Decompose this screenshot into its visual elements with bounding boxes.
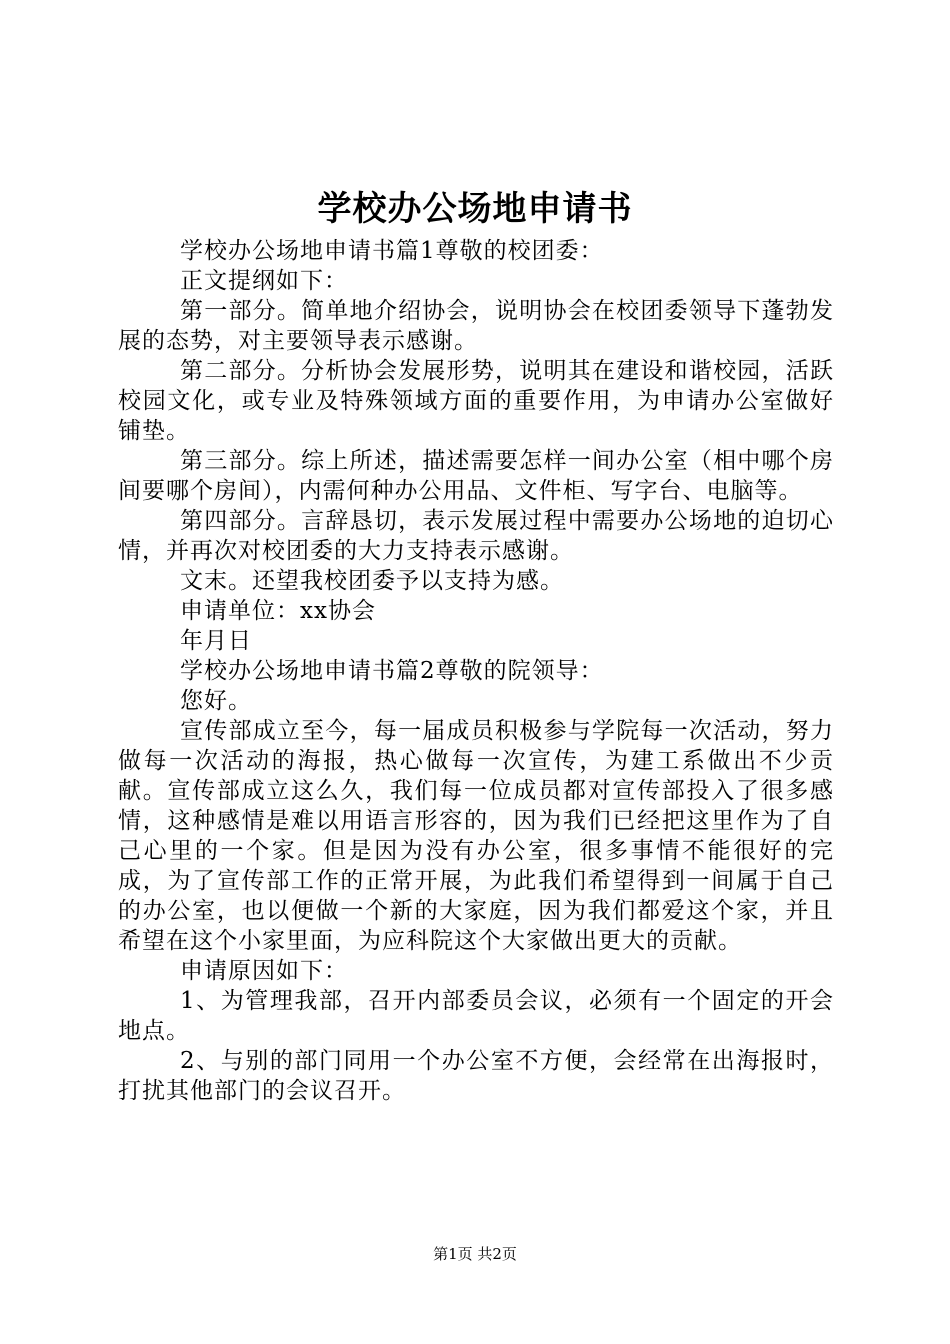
paragraph-8: 申请单位：xx协会	[180, 598, 376, 624]
paragraph-14: 1、为管理我部，召开内部委员会议，必须有一个固定的开会地点。	[118, 988, 834, 1044]
paragraph-1: 学校办公场地申请书篇1尊敬的校团委：	[180, 238, 604, 264]
document-body	[118, 236, 834, 1106]
paragraph-6: 第四部分。言辞恳切，表示发展过程中需要办公场地的迫切心情，并再次对校团委的大力支持表示感谢。	[118, 508, 834, 564]
paragraph-13: 申请原因如下：	[180, 958, 348, 984]
page-footer: 第1页 共2页	[433, 1245, 517, 1263]
document-title: 学校办公场地申请书	[317, 189, 633, 229]
paragraph-4: 第二部分。分析协会发展形势，说明其在建设和谐校园，活跃校园文化，或专业及特殊领域方面的重要作用，为申请办公室做好铺垫。	[118, 358, 834, 444]
paragraph-15: 2、与别的部门同用一个办公室不方便，会经常在出海报时，打扰其他部门的会议召开。	[118, 1048, 834, 1104]
paragraph-3: 第一部分。简单地介绍协会，说明协会在校团委领导下蓬勃发展的态势，对主要领导表示感谢。	[118, 298, 834, 354]
paragraph-2: 正文提纲如下：	[180, 268, 348, 294]
paragraph-7: 文末。还望我校团委予以支持为感。	[180, 568, 564, 594]
paragraph-5: 第三部分。综上所述，描述需要怎样一间办公室（相中哪个房间要哪个房间），内需何种办公用品、文件柜、写字台、电脑等。	[118, 448, 834, 504]
paragraph-11: 您好。	[180, 688, 252, 714]
paragraph-12: 宣传部成立至今，每一届成员积极参与学院每一次活动，努力做每一次活动的海报，热心做每一次宣传，为建工系做出不少贡献。宣传部成立这么久，我们每一位成员都对宣传部投入了很多感情，这种感情是难以用语言形容的，因为我们已经把这里作为了自己心里的一个家。但是因为没有办公室，很多事情不能很好的完成，为了宣传部工作的正常开展，为此我们希望得到一间属于自己的办公室，也以便做一个新的大家庭，因为我们都爱这个家，并且希望在这个小家里面，为应科院这个大家做出更大的贡献。	[118, 718, 834, 954]
paragraph-9: 年月日	[180, 628, 252, 654]
paragraph-10: 学校办公场地申请书篇2尊敬的院领导：	[180, 658, 604, 684]
